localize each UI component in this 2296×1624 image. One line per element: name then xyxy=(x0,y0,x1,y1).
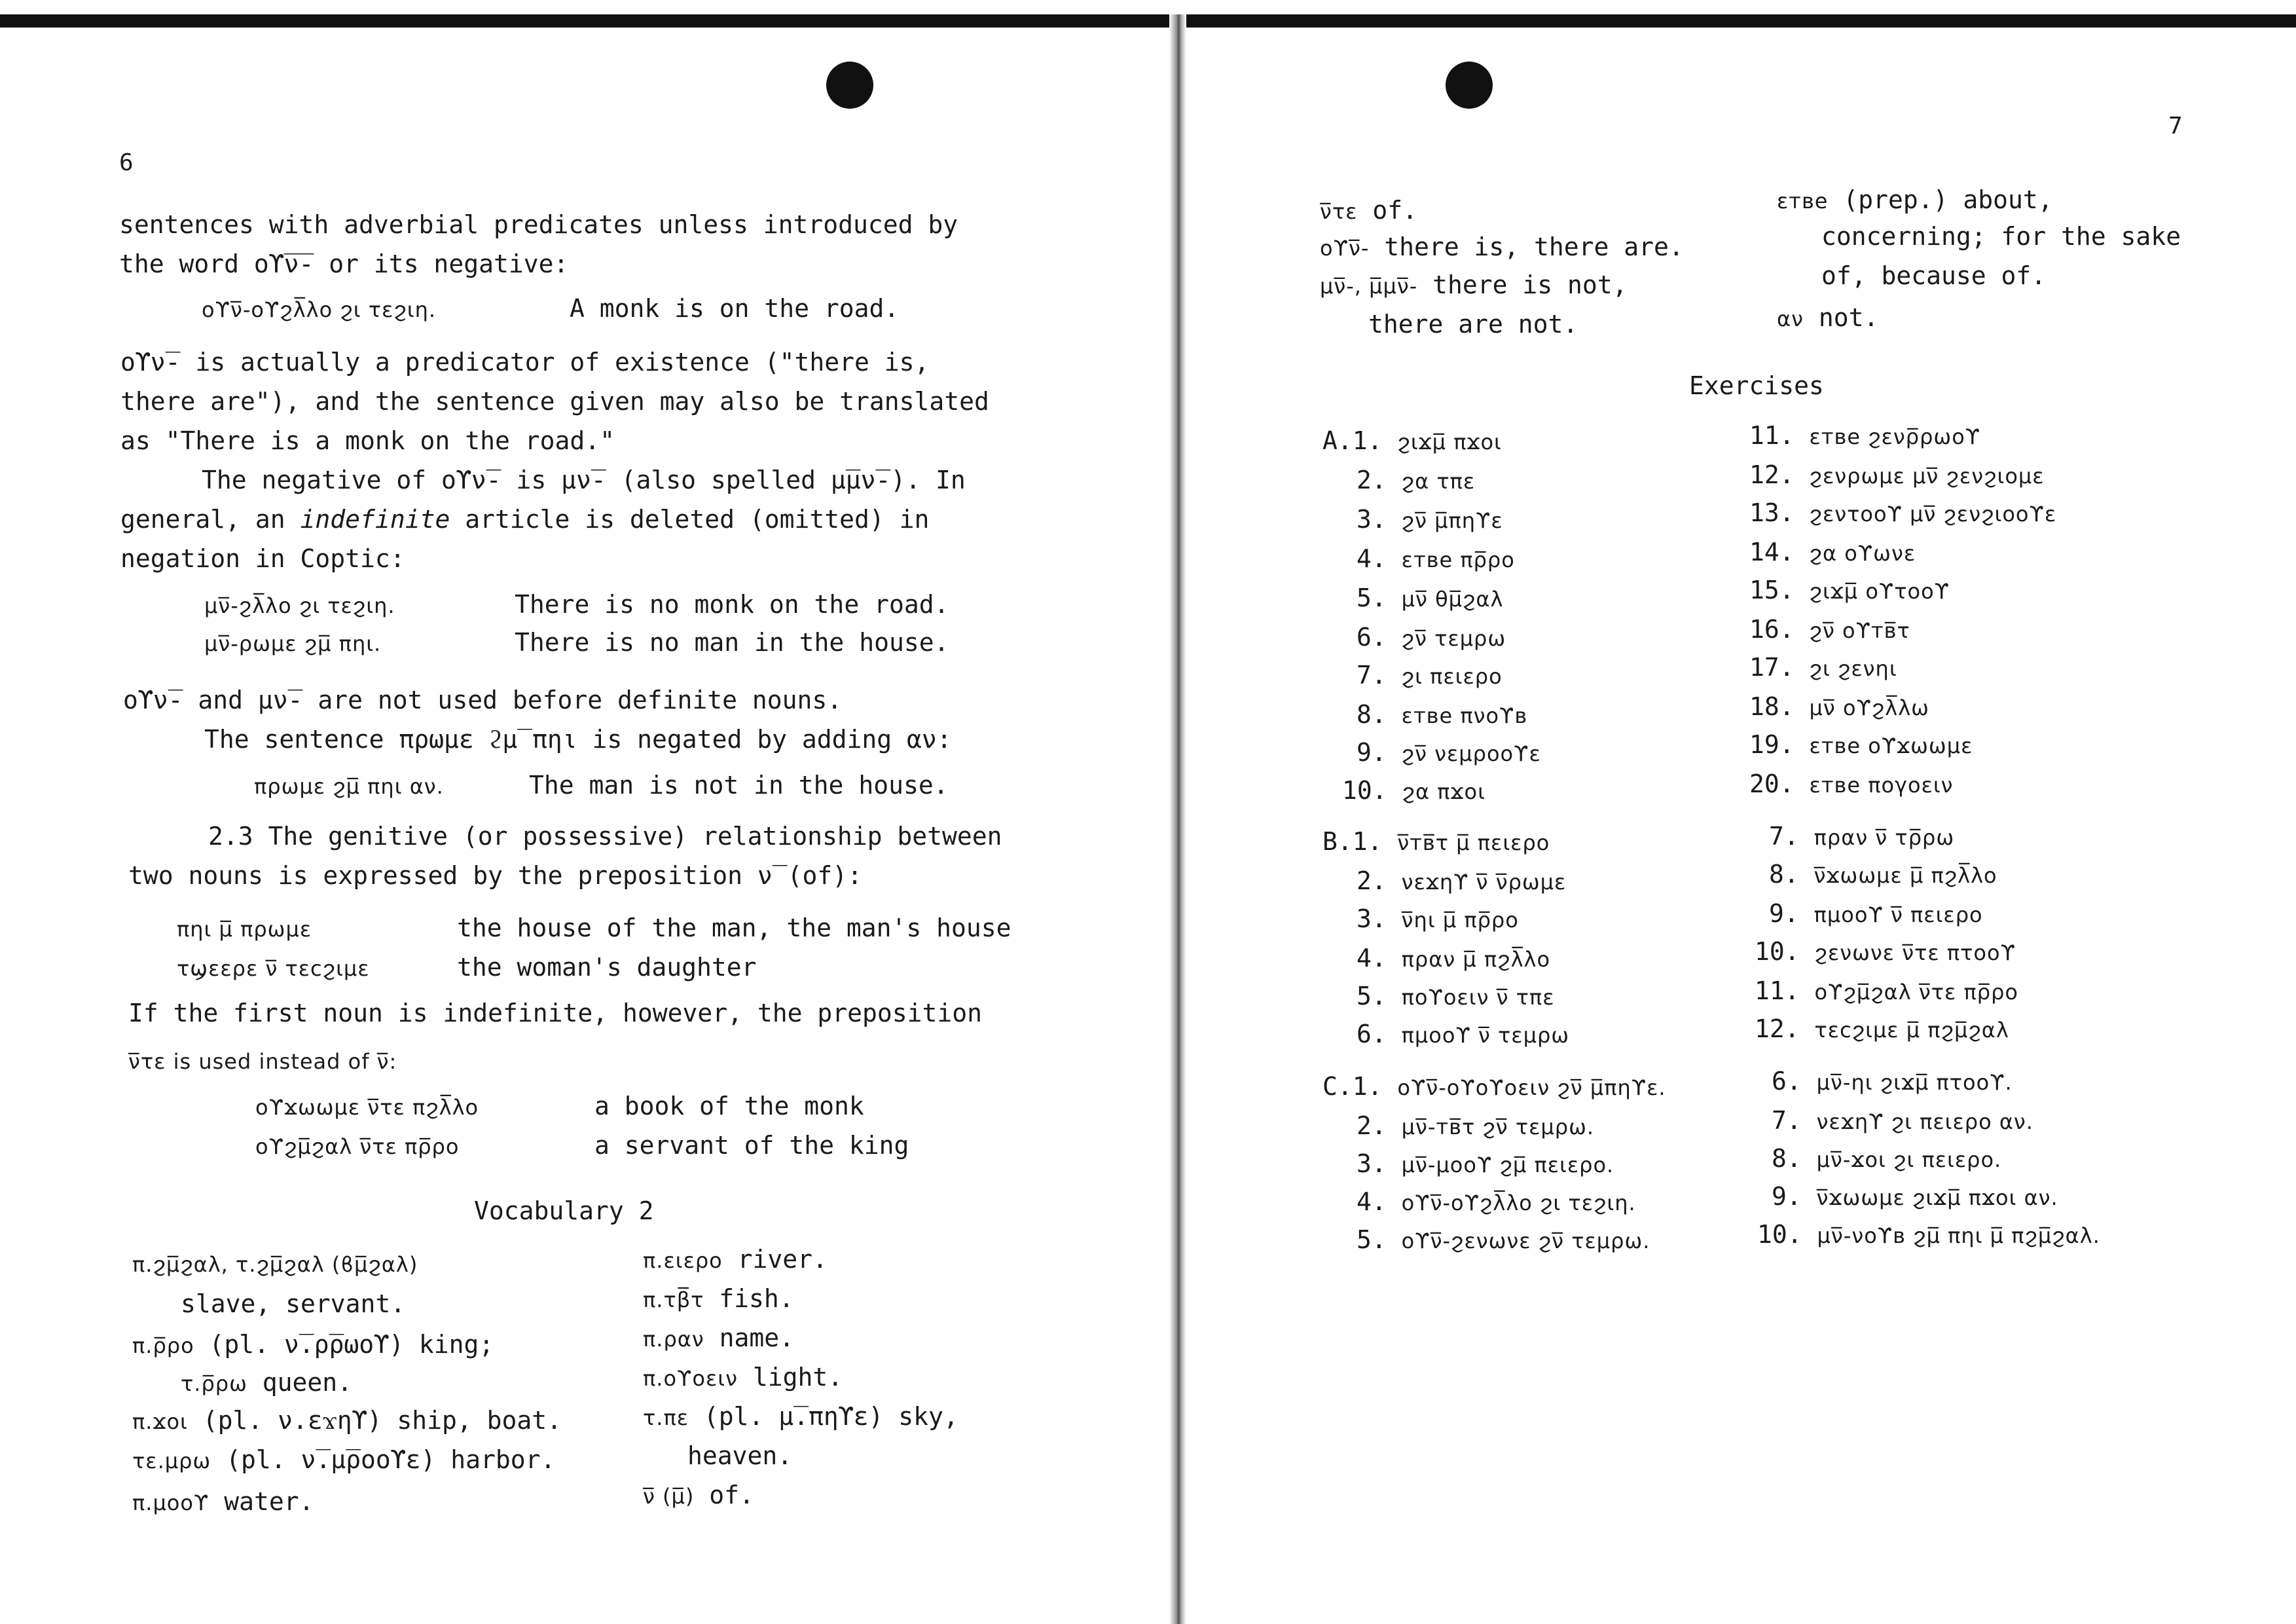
exercise-item: 6. μν̅-ηι ϩιϫμ̅ πτοοϒ. xyxy=(1772,1067,2013,1096)
exercise-item: 2. μν̅-тв̅τ ϩν̅ τεμρω. xyxy=(1357,1111,1595,1140)
exercise-item: B.1. ν̅тв̅τ μ̅ πειερο xyxy=(1322,827,1550,856)
exercise-item: 9. ϩν̅ νεμροοϒε xyxy=(1357,738,1541,767)
exercise-item: 7. ϩι πειερο xyxy=(1357,661,1503,690)
exercise-item: 6. πμοοϒ ν̅ τεμρω xyxy=(1357,1020,1570,1048)
coptic-text: μν̅-ρωμε ϩμ̅ πηι. xyxy=(204,631,382,656)
example-line xyxy=(177,913,1011,944)
exercise-item: 2. ϩα τπε xyxy=(1357,466,1476,494)
exercise-item: 11. οϒϩμ̅ϩαλ ν̅τε πρ̅ρο xyxy=(1755,976,2018,1005)
vocab-entry: slave, servant. xyxy=(181,1289,406,1318)
exercise-item: 5. οϒν̅-ϩενωνε ϩν̅ τεμρω. xyxy=(1357,1225,1650,1254)
exercise-item: 18. μν̅ οϒϩλ̅λω xyxy=(1749,692,1929,721)
right-page xyxy=(1185,0,2296,1624)
vocab-entry: π.ϫοι (pl. ν.εϫηϒ) ship, boat. xyxy=(132,1406,562,1435)
text-line: sentences with adverbial predicates unless introduced by xyxy=(119,210,958,239)
exercise-item: 10. ϩενωνε ν̅τε πτοοϒ xyxy=(1755,937,2016,966)
page-number: 7 xyxy=(2168,113,2183,139)
translation: the house of the man, the man's house xyxy=(457,913,1011,942)
vocab-entry: π.τβ̅τ fish. xyxy=(643,1284,794,1313)
exercise-item: 3. μν̅-μοοϒ ϩμ̅ πειερο. xyxy=(1357,1149,1614,1178)
coptic-text: πηι μ̅ πρωμε xyxy=(177,917,312,942)
exercise-item: 3. ν̅ηι μ̅ πρ̅ρο xyxy=(1357,904,1519,933)
example-line xyxy=(204,589,949,621)
vocab-entry: π.μοοϒ water. xyxy=(132,1487,314,1516)
exercise-item: 13. ϩεντοοϒ μν̅ ϩενϩιοοϒε xyxy=(1749,498,2057,527)
vocab-entry: π.οϒοειν light. xyxy=(643,1363,843,1392)
vocab-entry: τ.πε (pl. μ̅.πηϒε) sky, xyxy=(643,1402,958,1431)
vocab-entry: τε.μρω (pl. ν̅.μ̅ροοϒε) harbor. xyxy=(132,1445,556,1474)
exercise-item: 17. ϩι ϩενηι xyxy=(1749,653,1897,682)
translation: There is no monk on the road. xyxy=(515,590,949,619)
vocab-entry: ν̅τε of. xyxy=(1320,196,1417,225)
vocab-entry: π.ραν name. xyxy=(643,1323,794,1352)
exercise-item: 20. εтве πογοειν xyxy=(1749,769,1954,798)
exercise-item: 4. πραν μ̅ πϩλ̅λο xyxy=(1357,944,1551,972)
exercise-item: 12. ϩενρωμε μν̅ ϩενϩιομε xyxy=(1749,460,2045,489)
vocab-entry: concerning; for the sake xyxy=(1821,222,2181,251)
vocab-entry: π.ϩμ̅ϩαλ, τ.ϩμ̅ϩαλ (ϐμ̅ϩαλ) xyxy=(132,1252,418,1277)
text-line: general, an indefinite article is deleted (omitted) in xyxy=(120,505,930,534)
exercise-item: 16. ϩν̅ οϒтв̅τ xyxy=(1749,615,1910,644)
translation: A monk is on the road. xyxy=(570,294,900,323)
exercise-item: 4. εтве πρ̅ρο xyxy=(1357,544,1515,573)
exercise-item: 14. ϩα οϒωνε xyxy=(1749,538,1916,566)
coptic-text: οϒν̅-οϒϩλ̅λο ϩι τεϩιη. xyxy=(202,297,437,322)
vocab-entry: τ.ρ̅ρω queen. xyxy=(181,1368,353,1397)
vocab-entry: οϒν̅- there is, there are. xyxy=(1320,232,1684,261)
page-number: 6 xyxy=(119,149,134,176)
vocab-entry: heaven. xyxy=(687,1441,793,1470)
exercise-item: C.1. οϒν̅-οϒοϒοειν ϩν̅ μ̅πηϒε. xyxy=(1322,1072,1666,1101)
translation: There is no man in the house. xyxy=(515,628,949,657)
exercise-item: 11. εтве ϩενρ̅ρωοϒ xyxy=(1749,421,1981,450)
exercise-item: 8. ν̅ϫωωμε μ̅ πϩλ̅λο xyxy=(1769,860,1997,889)
example-line xyxy=(204,627,949,659)
exercise-item: 15. ϩιϫμ̅ οϒτοοϒ xyxy=(1749,576,1950,604)
text-line: 2.3 The genitive (or possessive) relationship between xyxy=(208,822,1002,851)
text-line: οϒν̅- and μν̅- are not used before definite nouns. xyxy=(123,686,843,714)
coptic-text: πρωμε ϩμ̅ πηι αν. xyxy=(254,774,444,799)
exercise-item: A.1. ϩιϫμ̅ πϫοι xyxy=(1322,426,1502,455)
example-line xyxy=(255,1130,909,1162)
vocab-entry: π.ειερο river. xyxy=(643,1245,828,1274)
vocab-entry: there are not. xyxy=(1368,310,1578,339)
example-line xyxy=(255,1091,864,1122)
example-line xyxy=(202,293,900,325)
section-heading: Vocabulary 2 xyxy=(474,1196,654,1225)
translation: a servant of the king xyxy=(594,1131,909,1160)
punch-hole xyxy=(826,62,873,109)
example-line xyxy=(177,952,757,984)
exercise-item: 6. ϩν̅ τεμρω xyxy=(1357,623,1506,652)
translation: the woman's daughter xyxy=(457,953,757,982)
vocab-entry: μν̅-, μ̅μν̅- there is not, xyxy=(1320,270,1628,299)
exercise-item: 12. τεcϩιμε μ̅ πϩμ̅ϩαλ xyxy=(1755,1014,2009,1043)
vocab-entry: εтве (prep.) about, xyxy=(1777,185,2053,214)
vocab-entry: π.ρ̅ρο (pl. ν̅.ρ̅ρωοϒ) king; xyxy=(132,1330,494,1359)
exercise-item: 19. εтве οϒϫωωμε xyxy=(1749,730,1973,759)
text-line: If the first noun is indefinite, however, the preposition xyxy=(128,999,983,1027)
section-heading: Exercises xyxy=(1689,371,1824,400)
translation: a book of the monk xyxy=(594,1092,864,1120)
vocab-entry: αν not. xyxy=(1777,303,1879,332)
translation: The man is not in the house. xyxy=(529,771,949,800)
exercise-item: 7. πραν ν̅ τρ̅ρω xyxy=(1769,822,1955,851)
text-line: the word οϒ̅ν̅- or its negative: xyxy=(119,249,569,278)
exercise-item: 3. ϩν̅ μ̅πηϒε xyxy=(1357,505,1503,534)
text-line: The negative of οϒν̅- is μν̅- (also spelled μ̅μν̅-). In xyxy=(202,466,966,494)
text-line: two nouns is expressed by the preposition ν̅ (of): xyxy=(128,861,863,890)
exercise-item: 9. πμοοϒ ν̅ πειερο xyxy=(1769,899,1983,928)
exercise-item: 10. ϩα πϫοι xyxy=(1342,776,1485,805)
example-line xyxy=(254,770,949,802)
exercise-item: 7. νεϫηϒ ϩι πειερο αν. xyxy=(1772,1106,2033,1135)
exercise-item: 8. εтве πνοϒв xyxy=(1357,700,1528,729)
exercise-item: 5. μν̅ θμ̅ϩαλ xyxy=(1357,583,1504,612)
vocab-entry: ν̅ (μ̅) of. xyxy=(643,1481,754,1509)
punch-hole xyxy=(1446,62,1493,109)
text-line: as "There is a monk on the road." xyxy=(120,426,615,455)
italic-term: indefinite xyxy=(300,505,450,534)
exercise-item: 5. ποϒοειν ν̅ τπε xyxy=(1357,982,1555,1010)
exercise-item: 8. μν̅-ϫοι ϩι πειερο. xyxy=(1772,1144,2002,1173)
text-line: there are"), and the sentence given may also be translated xyxy=(120,387,989,416)
vocab-entry: of, because of. xyxy=(1821,261,2047,290)
exercise-item: 4. οϒν̅-οϒϩλ̅λο ϩι τεϩιη. xyxy=(1357,1187,1636,1216)
coptic-text: τϣεερε ν̅ τεcϩιμε xyxy=(177,956,370,981)
exercise-item: 9. ν̅ϫωωμε ϩιϫμ̅ πϫοι αν. xyxy=(1772,1182,2058,1211)
coptic-text: οϒϩμ̅ϩαλ ν̅τε πρ̅ρο xyxy=(255,1134,460,1159)
text-line: ν̅τε is used instead of ν̅: xyxy=(128,1049,397,1074)
coptic-text: οϒϫωωμε ν̅τε πϩλ̅λο xyxy=(255,1095,479,1120)
text-line: οϒν̅- is actually a predicator of existence ("there is, xyxy=(120,348,930,377)
exercise-item: 10. μν̅-νοϒв ϩμ̅ πηι μ̅ πϩμ̅ϩαλ. xyxy=(1757,1220,2100,1249)
exercise-item: 2. νεϫηϒ ν̅ ν̅ρωμε xyxy=(1357,866,1567,895)
text-line: negation in Coptic: xyxy=(120,544,405,573)
text-line: The sentence πρωμε ϩμ̅ πηι is negated by adding αν: xyxy=(204,725,952,754)
coptic-text: μν̅-ϩλ̅λο ϩι τεϩιη. xyxy=(204,593,395,618)
